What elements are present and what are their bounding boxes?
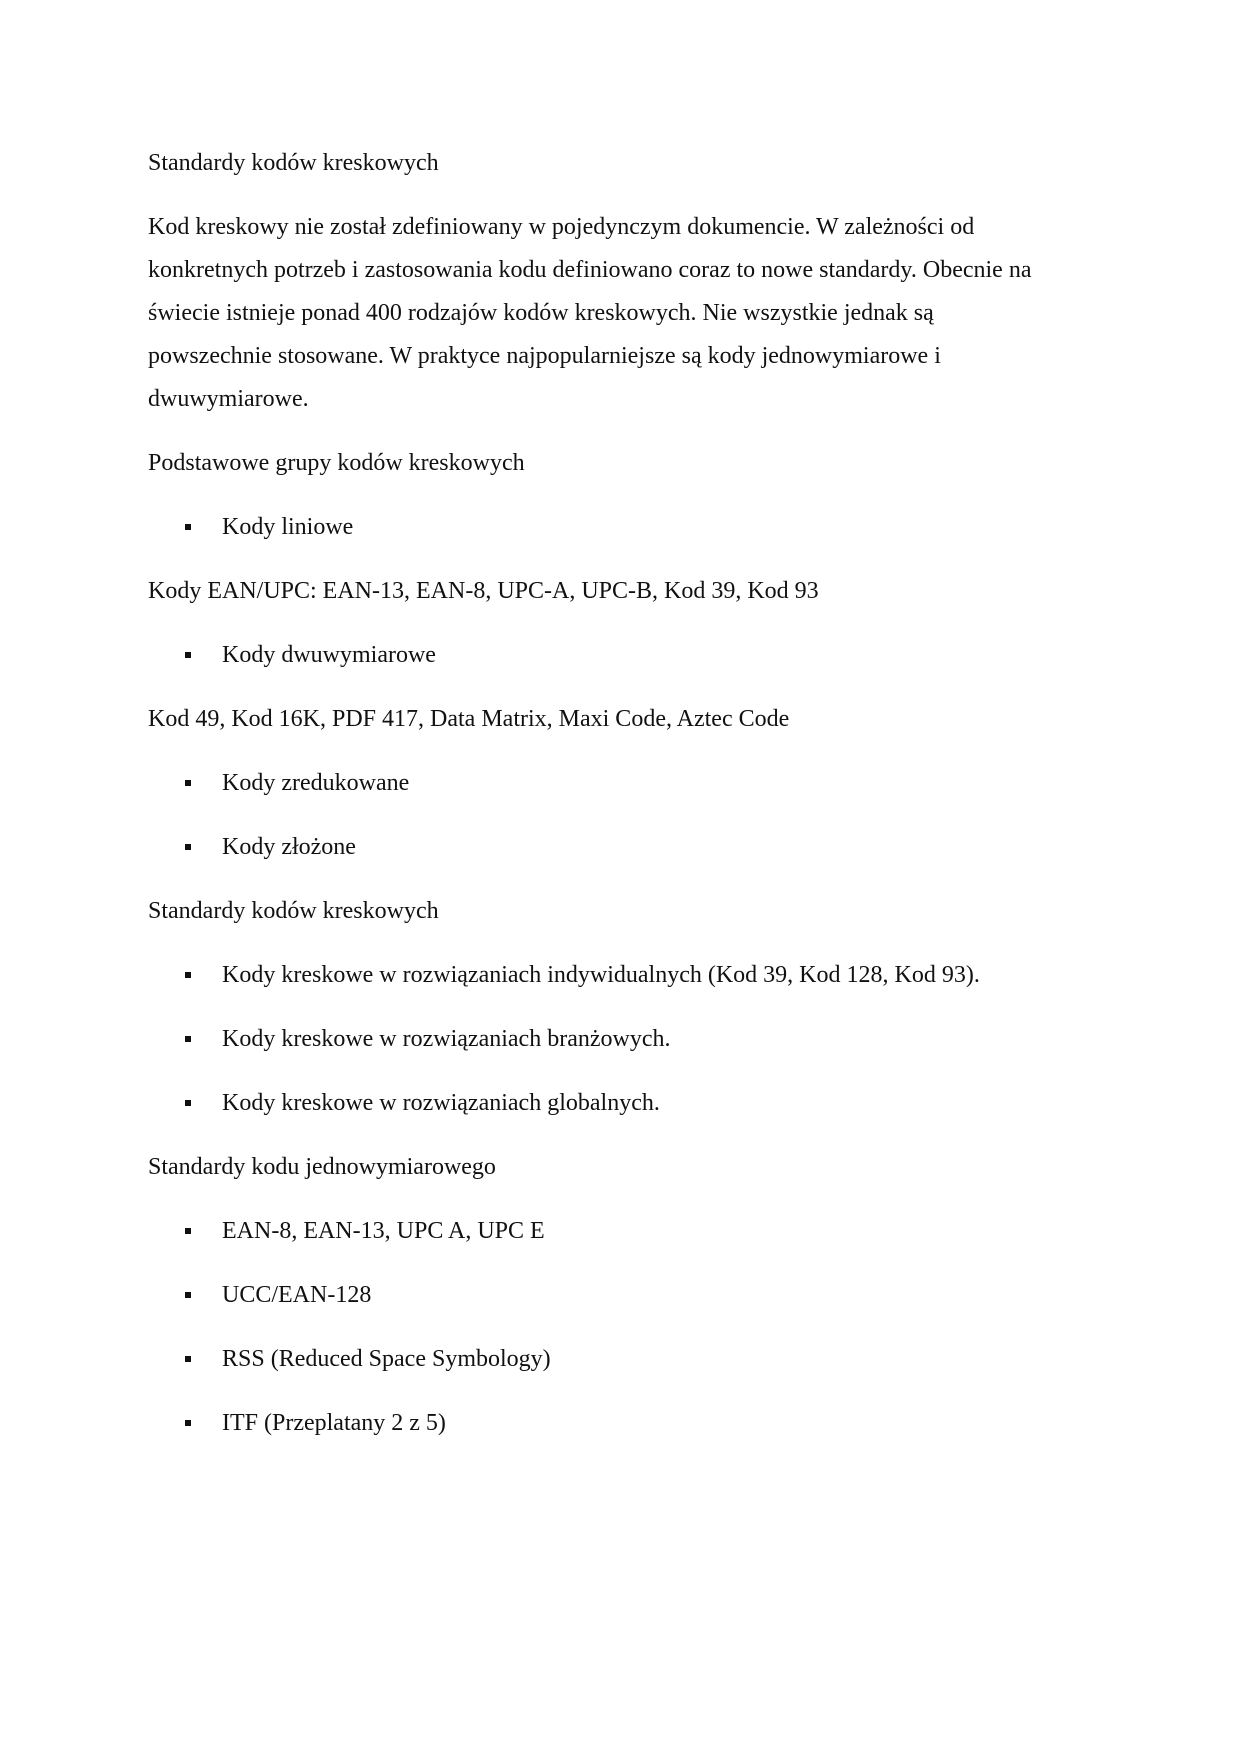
list-item-label: EAN-8, EAN-13, UPC A, UPC E (222, 1218, 545, 1244)
list-item-label: Kody kreskowe w rozwiązaniach branżowych. (222, 1026, 671, 1052)
square-bullet-icon (185, 1100, 191, 1106)
list-item-label: Kody kreskowe w rozwiązaniach indywidualnych (Kod 39, Kod 128, Kod 93). (222, 962, 980, 988)
list-item (148, 826, 1088, 869)
list-item-label: Kody złożone (222, 834, 356, 860)
list-item-label: ITF (Przeplatany 2 z 5) (222, 1410, 446, 1436)
intro-line: konkretnych potrzeb i zastosowania kodu definiowano coraz to nowe standardy. Obecnie na (148, 257, 1032, 283)
intro-line: powszechnie stosowane. W praktyce najpopularniejsze są kody jednowymiarowe i (148, 343, 941, 369)
square-bullet-icon (185, 1228, 191, 1234)
standards-heading: Standardy kodów kreskowych (148, 898, 439, 924)
onedim-heading: Standardy kodu jednowymiarowego (148, 1154, 496, 1180)
square-bullet-icon (185, 780, 191, 786)
intro-line: dwuwymiarowe. (148, 386, 309, 412)
standards-list (148, 954, 1088, 1125)
document-title: Standardy kodów kreskowych (148, 150, 439, 176)
onedim-list (148, 1210, 1088, 1445)
intro-line: świecie istnieje ponad 400 rodzajów kodów kreskowych. Nie wszystkie jednak są (148, 300, 934, 326)
other-list (148, 762, 1088, 869)
twod-examples: Kod 49, Kod 16K, PDF 417, Data Matrix, Maxi Code, Aztec Code (148, 706, 790, 732)
square-bullet-icon (185, 1420, 191, 1426)
twod-list (148, 634, 1088, 677)
list-item (148, 1402, 1088, 1445)
list-item (148, 506, 1088, 549)
list-item (148, 954, 1088, 997)
square-bullet-icon (185, 972, 191, 978)
list-item-label: Kody liniowe (222, 514, 354, 540)
list-item-label: UCC/EAN-128 (222, 1282, 372, 1308)
list-item-label: Kody zredukowane (222, 770, 410, 796)
intro-paragraph (148, 206, 1088, 421)
square-bullet-icon (185, 524, 191, 530)
list-item (148, 634, 1088, 677)
list-item (148, 1210, 1088, 1253)
list-item-label: Kody dwuwymiarowe (222, 642, 436, 668)
square-bullet-icon (185, 1356, 191, 1362)
square-bullet-icon (185, 1292, 191, 1298)
linear-list (148, 506, 1088, 549)
intro-line: Kod kreskowy nie został zdefiniowany w pojedynczym dokumencie. W zależności od (148, 214, 975, 240)
list-item (148, 1274, 1088, 1317)
square-bullet-icon (185, 844, 191, 850)
list-item (148, 1018, 1088, 1061)
document-content (148, 142, 1088, 1445)
list-item (148, 1082, 1088, 1125)
list-item (148, 762, 1088, 805)
groups-heading: Podstawowe grupy kodów kreskowych (148, 450, 525, 476)
linear-examples: Kody EAN/UPC: EAN-13, EAN-8, UPC-A, UPC-B, Kod 39, Kod 93 (148, 578, 819, 604)
list-item-label: Kody kreskowe w rozwiązaniach globalnych. (222, 1090, 660, 1116)
square-bullet-icon (185, 652, 191, 658)
list-item-label: RSS (Reduced Space Symbology) (222, 1346, 551, 1372)
list-item (148, 1338, 1088, 1381)
square-bullet-icon (185, 1036, 191, 1042)
